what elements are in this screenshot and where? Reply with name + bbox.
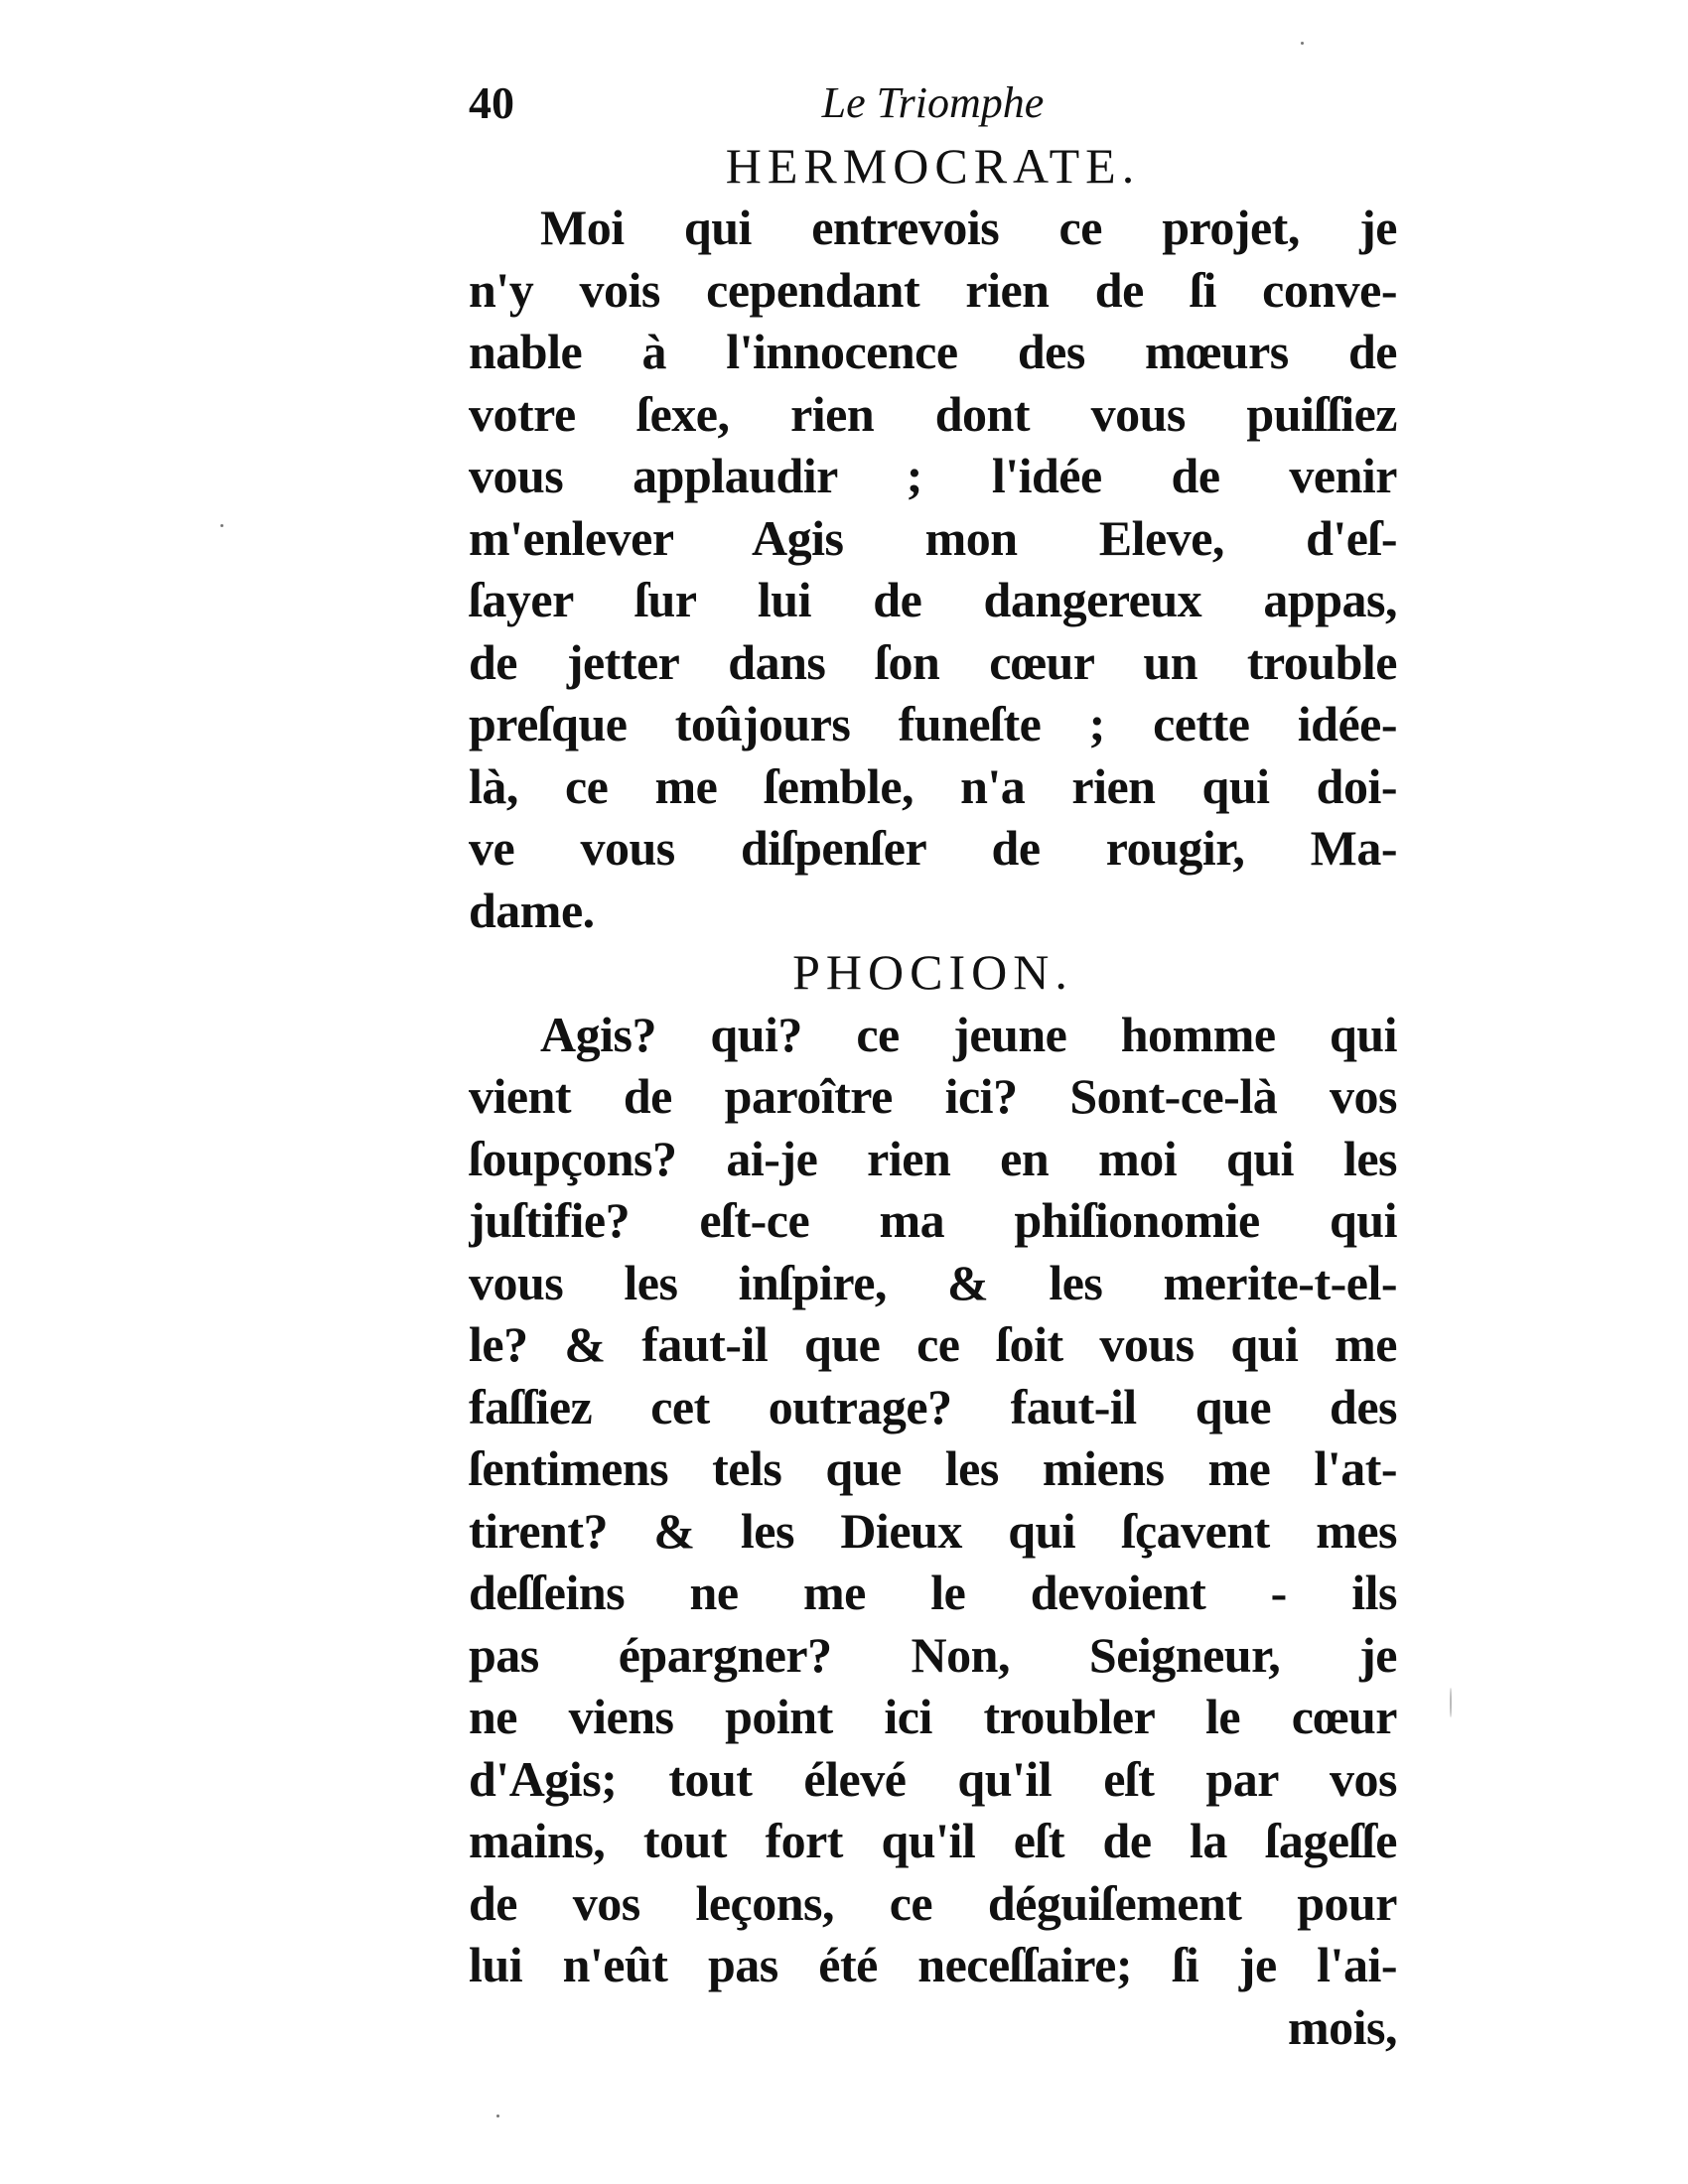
text-line: Moi qui entrevois ce projet, je xyxy=(540,200,1397,255)
text-line: ſoupçons? ai-je rien en moi qui les xyxy=(469,1130,1397,1186)
text-line: le? & faut-il que ce ſoit vous qui me xyxy=(469,1316,1397,1372)
text-line: là, ce me ſemble, n'a rien qui doi- xyxy=(469,757,1397,814)
page-body xyxy=(469,135,1397,2059)
text-line: d'Agis; tout élevé qu'il eſt par vos xyxy=(469,1750,1397,1807)
text-line: tirent? & les Dieux qui ſçavent mes xyxy=(469,1502,1397,1559)
text-line: nable à l'innocence des mœurs de xyxy=(469,324,1397,379)
text-line: vient de paroître ici? Sont-ce-là vos xyxy=(469,1068,1397,1124)
text-line: juſtifie? eſt-ce ma phiſionomie qui xyxy=(469,1192,1397,1248)
scan-speck xyxy=(220,524,223,527)
text-line: de vos leçons, ce déguiſement pour xyxy=(469,1874,1397,1931)
text-line: mains, tout fort qu'il eſt de la ſageſſe xyxy=(469,1813,1397,1868)
text-line: ſayer ſur lui de dangereux appas, xyxy=(469,572,1397,627)
text-line: pas épargner? Non, Seigneur, je xyxy=(469,1626,1397,1683)
speaker-heading: PHOCION. xyxy=(792,944,1073,1000)
text-line: vous les inſpire, & les merite-t-el- xyxy=(469,1254,1397,1310)
running-header xyxy=(469,72,1397,135)
text-line: ſentimens tels que les miens me l'at- xyxy=(469,1440,1397,1496)
scan-speck xyxy=(496,2115,499,2117)
text-line: mois, xyxy=(1288,1998,1397,2055)
text-line: ve vous diſpenſer de rougir, Ma- xyxy=(469,820,1397,876)
running-title: Le Triomphe xyxy=(821,78,1045,127)
text-line: Agis? qui? ce jeune homme qui xyxy=(540,1006,1397,1062)
speaker-heading: HERMOCRATE. xyxy=(725,137,1141,194)
scan-speck xyxy=(1450,1688,1452,1717)
text-line: m'enlever Agis mon Eleve, d'eſ- xyxy=(469,509,1397,566)
text-line: faſſiez cet outrage? faut-il que des xyxy=(469,1378,1397,1434)
book-page xyxy=(469,72,1397,2058)
text-line: dame. xyxy=(469,882,595,938)
page-number: 40 xyxy=(469,77,514,128)
scan-speck xyxy=(1301,42,1304,45)
text-line: n'y vois cependant rien de ſi conve- xyxy=(469,261,1397,318)
text-line: votre ſexe, rien dont vous puiſſiez xyxy=(469,385,1397,442)
text-line: lui n'eût pas été neceſſaire; ſi je l'ai- xyxy=(469,1937,1397,1992)
text-line: de jetter dans ſon cœur un trouble xyxy=(469,633,1397,690)
text-line: deſſeins ne me le devoient - ils xyxy=(469,1565,1397,1620)
text-line: ne viens point ici troubler le cœur xyxy=(469,1689,1397,1744)
text-line: vous applaudir ; l'idée de venir xyxy=(469,448,1397,503)
text-line: preſque toûjours funeſte ; cette idée- xyxy=(469,696,1397,751)
